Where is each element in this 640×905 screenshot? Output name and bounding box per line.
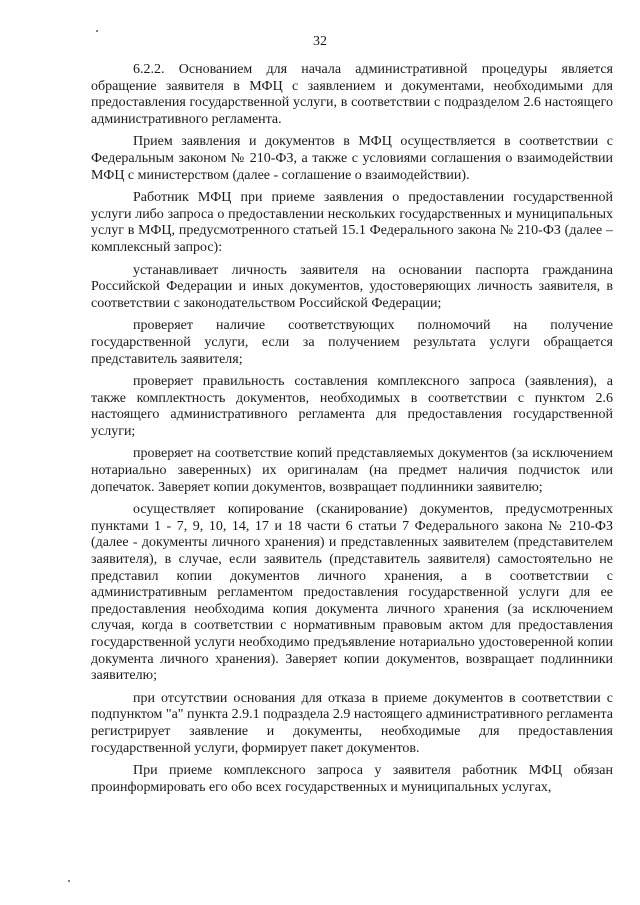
scan-speck (68, 880, 70, 882)
page-number: 32 (313, 34, 327, 49)
paragraph: При приеме комплексного запроса у заявителя работник МФЦ обязан проинформировать его обо всех государственных и муниципальных услугах, (91, 763, 613, 795)
paragraph: при отсутствии основания для отказа в приеме документов в соответствии с подпунктом "а" пункта 2.9.1 подраздела 2.9 настоящего административного регламента регистрирует заявление и документы, необходимые для предоставления государственной услуги, формирует пакет документов. (91, 690, 613, 756)
paragraph: проверяет на соответствие копий представляемых документов (за исключением нотариально заверенных) их оригиналам (на предмет наличия подчисток или допечаток. Заверяет копии документов, возвращает подлинники заявителю; (91, 446, 613, 495)
paragraph: проверяет правильность составления комплексного запроса (заявления), а также комплектность документов, необходимых в соответствии с пунктом 2.6 настоящего административного регламента для предоставления государственной услуги; (91, 374, 613, 439)
paragraph: 6.2.2. Основанием для начала административной процедуры является обращение заявителя в МФЦ с заявлением и документами, необходимыми для предоставления государственной услуги, в соответствии с подразделом 2.6 настоящего административного регламента. (91, 62, 613, 127)
paragraph: устанавливает личность заявителя на основании паспорта гражданина Российской Федерации и иных документов, удостоверяющих личность заявителя, в соответствии с законодательством Российской Федерации; (91, 262, 613, 311)
scan-speck (96, 30, 98, 32)
paragraph: проверяет наличие соответствующих полномочий на получение государственной услуги, если за получением результата услуги обращается представитель заявителя; (91, 318, 613, 367)
paragraph: осуществляет копирование (сканирование) документов, предусмотренных пунктами 1 - 7, 9, 10, 14, 17 и 18 части 6 статьи 7 Федерального закона № 210-ФЗ (далее - документы личного хранения) и представленных заявителем (представителем заявителя), в случае, если заявитель (представитель заявителя) самостоятельно не представил копии документов личного хранения, а в соответствии с административным регламентом предоставления государственной услуги для ее предоставления необходима копия документа личного хранения (за исключением случая, когда в соответствии с нормативным правовым актом для предоставления государственной услуги необходимо предъявление нотариально удостоверенной копии документа личного хранения). Заверяет копии документов, возвращает подлинники заявителю; (91, 502, 613, 684)
paragraph: Работник МФЦ при приеме заявления о предоставлении государственной услуги либо запроса о предоставлении нескольких государственных и муниципальных услуг в МФЦ, предусмотренного статьей 15.1 Федерального закона № 210-ФЗ (далее – комплексный запрос): (91, 190, 613, 255)
paragraph: Прием заявления и документов в МФЦ осуществляется в соответствии с Федеральным законом № 210-ФЗ, а также с условиями соглашения о взаимодействии МФЦ с министерством (далее - соглашение о взаимодействии). (91, 134, 613, 183)
document-body (91, 62, 613, 802)
